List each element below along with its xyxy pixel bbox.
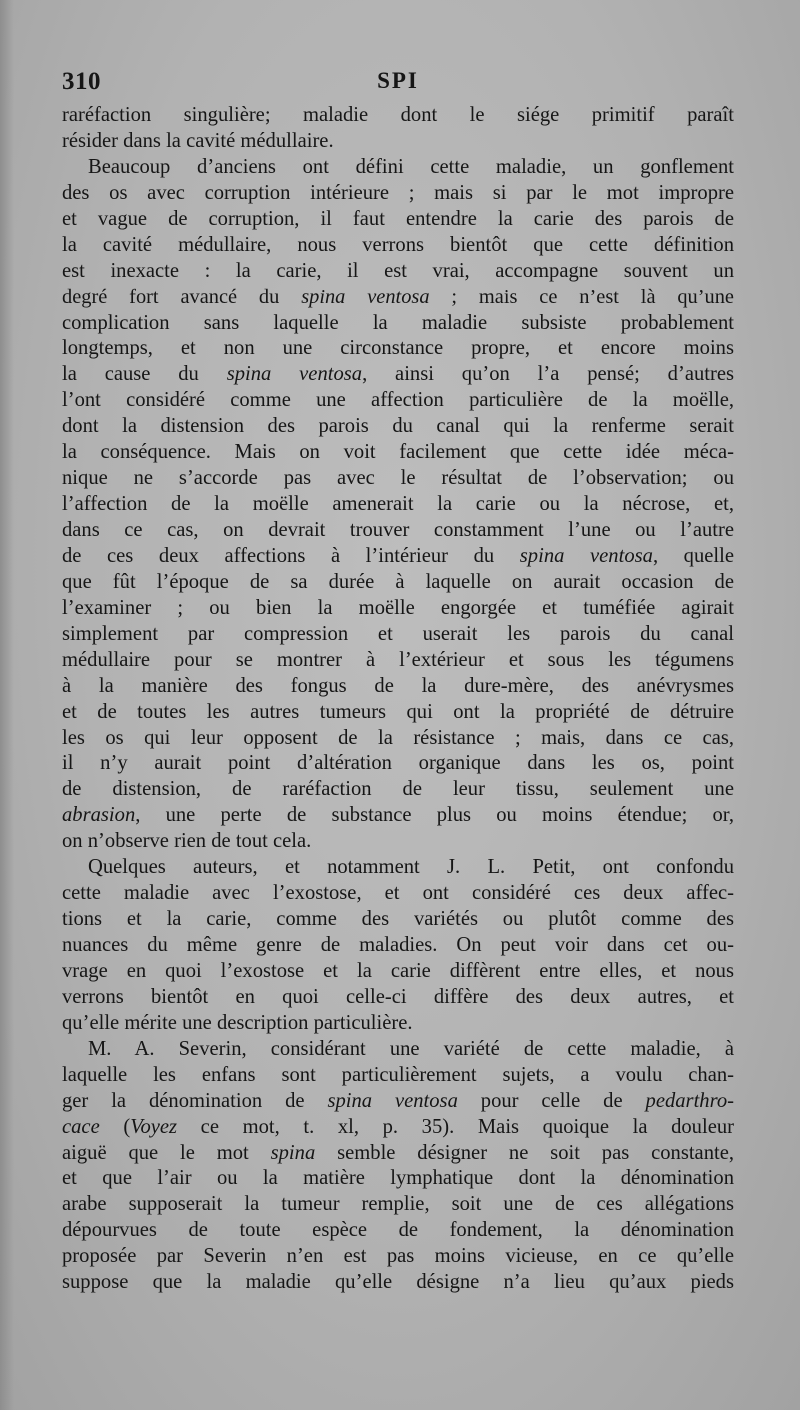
text-segment: à la manière des fongus de la dure-mère, des anévrysmes	[62, 674, 734, 697]
text-segment: simplement par compression et userait les parois du canal	[62, 622, 734, 645]
text-line	[62, 751, 734, 777]
text-segment: complication sans laquelle la maladie subsiste probablement	[62, 311, 734, 334]
text-segment: et que l’air ou la matière lymphatique dont la dénomination	[62, 1167, 734, 1190]
text-segment: la conséquence. Mais on voit facilement que cette idée méca-	[62, 441, 734, 464]
italic-text: cace	[62, 1115, 100, 1138]
text-segment: et de toutes les autres tumeurs qui ont la propriété de détruire	[62, 700, 734, 723]
text-segment: laquelle les enfans sont particulièrement sujets, a voulu chan-	[62, 1063, 734, 1086]
text-segment: arabe supposerait la tumeur remplie, soit une de ces allégations	[62, 1193, 734, 1216]
text-segment: pour celle de	[457, 1089, 646, 1112]
page-edge-shadow	[0, 0, 14, 1410]
text-segment: , quelle	[652, 544, 734, 567]
text-line	[62, 622, 734, 648]
body-text	[62, 103, 734, 1296]
text-segment: de distension, de raréfaction de leur tissu, seulement une	[62, 778, 734, 801]
text-line	[62, 362, 734, 388]
text-line	[62, 129, 734, 155]
text-line	[62, 1115, 734, 1141]
text-segment: nuances du même genre de maladies. On peut voir dans cet ou-	[62, 934, 734, 956]
italic-text: spina ventosa	[327, 1089, 458, 1112]
running-head	[62, 68, 734, 98]
text-line	[62, 259, 734, 285]
text-line	[62, 388, 734, 414]
text-segment: Beaucoup d’anciens ont défini cette maladie, un gonflement	[88, 155, 734, 178]
text-line	[62, 1011, 734, 1037]
text-line	[62, 726, 734, 752]
text-segment: de ces deux affections à l’intérieur du	[62, 544, 520, 567]
text-line	[62, 829, 734, 855]
text-line	[62, 1089, 734, 1115]
italic-text: spina ventosa	[226, 363, 363, 386]
italic-text: pedarthro-	[645, 1089, 734, 1112]
text-line	[62, 466, 734, 492]
text-line	[62, 155, 734, 181]
text-line	[62, 985, 734, 1011]
text-line	[62, 544, 734, 570]
italic-text: spina ventosa	[519, 544, 653, 567]
text-line	[62, 1244, 734, 1270]
italic-text: Voyez	[130, 1115, 178, 1138]
text-line	[62, 933, 734, 959]
text-segment: degré fort avancé du	[62, 285, 302, 308]
text-segment: nique ne s’accorde pas avec le résultat de l’observation; ou	[62, 467, 734, 490]
text-line	[62, 674, 734, 700]
text-line	[62, 907, 734, 933]
text-segment: la cause du	[62, 363, 227, 386]
text-line	[62, 803, 734, 829]
page-number: 310	[62, 68, 101, 95]
text-line	[62, 1270, 734, 1296]
text-segment: raréfaction singulière; maladie dont le siége primitif paraît	[62, 104, 734, 126]
text-line	[62, 959, 734, 985]
text-segment: vrage en quoi l’exostose et la carie diffèrent entre elles, et nous	[62, 959, 734, 982]
text-segment: est inexacte : la carie, il est vrai, accompagne souvent un	[62, 259, 734, 282]
italic-text: spina	[270, 1141, 316, 1164]
text-line	[62, 181, 734, 207]
text-segment: dépourvues de toute espèce de fondement, la dénomination	[62, 1219, 734, 1242]
text-line	[62, 881, 734, 907]
text-segment: l’affection de la moëlle amenerait la carie ou la nécrose, et,	[62, 493, 734, 516]
text-segment: tions et la carie, comme des variétés ou plutôt comme des	[62, 908, 734, 931]
text-segment: la cavité médullaire, nous verrons bientôt que cette définition	[62, 233, 734, 256]
text-line	[62, 1218, 734, 1244]
text-segment: Quelques auteurs, et notamment J. L. Petit, ont confondu	[88, 856, 734, 879]
text-line	[62, 414, 734, 440]
text-line	[62, 700, 734, 726]
text-segment: suppose que la maladie qu’elle désigne n’a lieu qu’aux pieds	[62, 1271, 734, 1294]
text-line	[62, 518, 734, 544]
text-line	[62, 1037, 734, 1063]
text-segment: semble désigner ne soit pas constante,	[315, 1141, 734, 1164]
text-segment: ger la dénomination de	[62, 1089, 328, 1112]
text-segment: verrons bientôt en quoi celle-ci diffère des deux autres, et	[62, 985, 734, 1008]
text-segment: on n’observe rien de tout cela.	[62, 830, 312, 853]
text-segment: (	[99, 1115, 131, 1138]
running-head-title: SPI	[377, 68, 419, 93]
text-line	[62, 233, 734, 259]
text-line	[62, 285, 734, 311]
text-segment: M. A. Severin, considérant une variété de cette maladie, à	[88, 1037, 734, 1060]
text-segment: qu’elle mérite une description particulière.	[62, 1011, 413, 1034]
text-line	[62, 1063, 734, 1089]
text-line	[62, 596, 734, 622]
text-line	[62, 777, 734, 803]
text-line	[62, 492, 734, 518]
text-segment: aiguë que le mot	[62, 1141, 271, 1164]
text-line	[62, 1141, 734, 1167]
text-line	[62, 570, 734, 596]
text-segment: les os qui leur opposent de la résistance ; mais, dans ce cas,	[62, 726, 734, 749]
text-segment: résider dans la cavité médullaire.	[62, 129, 334, 152]
text-segment: il n’y aurait point d’altération organique dans les os, point	[62, 752, 734, 775]
text-segment: et vague de corruption, il faut entendre la carie des parois de	[62, 207, 734, 230]
text-line	[62, 336, 734, 362]
text-segment: proposée par Severin n’en est pas moins vicieuse, en ce qu’elle	[62, 1245, 734, 1268]
text-segment: , une perte de substance plus ou moins étendue; or,	[135, 804, 734, 827]
text-line	[62, 103, 734, 129]
text-segment: des os avec corruption intérieure ; mais si par le mot impropre	[62, 181, 734, 204]
italic-text: abrasion	[62, 804, 136, 827]
text-segment: l’ont considéré comme une affection particulière de la moëlle,	[62, 389, 734, 412]
text-segment: l’examiner ; ou bien la moëlle engorgée et tuméfiée agirait	[62, 596, 734, 619]
text-segment: médullaire pour se montrer à l’extérieur et sous les tégumens	[62, 648, 734, 671]
italic-text: spina ventosa	[301, 285, 430, 308]
text-segment: cette maladie avec l’exostose, et ont considéré ces deux affec-	[62, 882, 734, 905]
text-segment: , ainsi qu’on l’a pensé; d’autres	[362, 363, 734, 386]
text-line	[62, 855, 734, 881]
text-segment: que fût l’époque de sa durée à laquelle on aurait occasion de	[62, 570, 734, 593]
text-segment: dans ce cas, on devrait trouver constamment l’une ou l’autre	[62, 519, 734, 541]
text-line	[62, 440, 734, 466]
text-segment: longtemps, et non une circonstance propre, et encore moins	[62, 337, 734, 360]
text-line	[62, 648, 734, 674]
text-segment: ce mot, t. xl, p. 35). Mais quoique la douleur	[177, 1115, 734, 1138]
text-line	[62, 1166, 734, 1192]
text-segment: dont la distension des parois du canal qui la renferme serait	[62, 415, 734, 438]
text-line	[62, 311, 734, 337]
text-segment: ; mais ce n’est là qu’une	[429, 285, 734, 308]
text-line	[62, 1192, 734, 1218]
text-line	[62, 207, 734, 233]
